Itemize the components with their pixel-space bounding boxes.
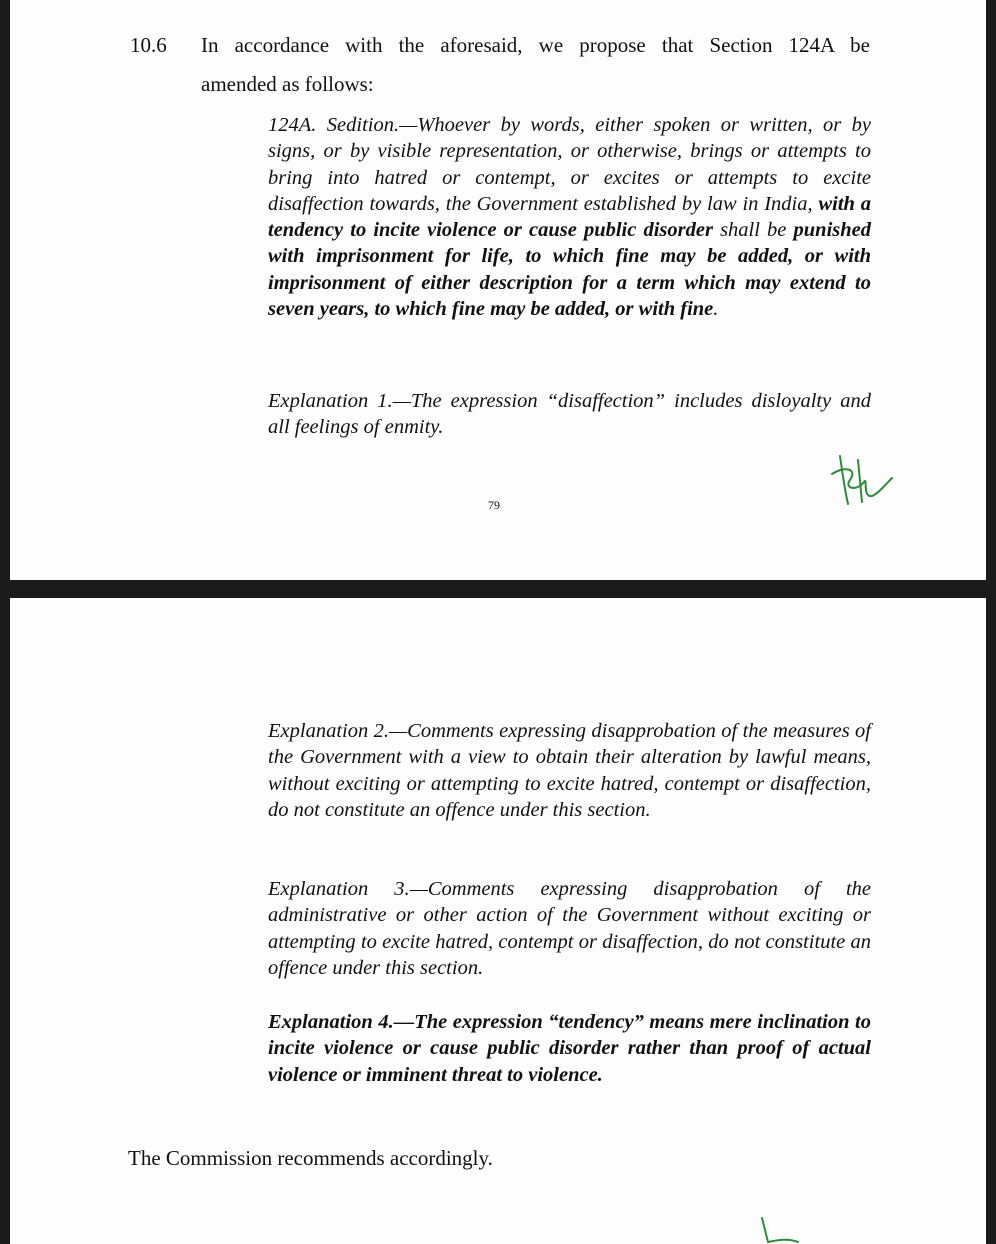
paragraph-number: 10.6: [130, 33, 167, 57]
explanation-3: Explanation 3.—Comments expressing disapprobation of the administrative or other action of the Government without exciting or attempting to excite hatred, contempt or disaffection, do not constitute an offence under this section.: [268, 878, 871, 979]
section-text-2: shall be: [712, 219, 794, 242]
signature-icon: [828, 452, 898, 510]
explanation-2: Explanation 2.—Comments expressing disapprobation of the measures of the Government with a view to obtain their alteration by lawful means, without exciting or attempting to excite hatred, contempt or disaffection, do not constitute an offence under this section.: [268, 720, 871, 821]
section-124a-text: [268, 112, 871, 322]
paragraph-text-line-2: amended as follows:: [201, 72, 374, 96]
page-number: 79: [488, 498, 500, 512]
signature-fragment-icon: [758, 1216, 802, 1244]
explanation-4: Explanation 4.—The expression “tendency” means mere inclination to incite violence or cause public disorder rather than proof of actual violence or imminent threat to violence.: [268, 1011, 871, 1086]
document-page-80: [10, 598, 986, 1244]
closing-recommendation: The Commission recommends accordingly.: [128, 1146, 493, 1170]
explanation-1: Explanation 1.—The expression “disaffection” includes disloyalty and all feelings of enmity.: [268, 390, 871, 439]
section-bold-tendency: with a tendency to incite violence or cause public disorder: [268, 192, 871, 242]
section-text-3: .: [713, 298, 719, 321]
paragraph-text-line-1: In accordance with the aforesaid, we propose that Section 124A be: [201, 33, 870, 57]
section-bold-punishment: punished with imprisonment for life, to which fine may be added, or with imprisonment of either description for a term which may extend to seven years, to which fine may be added, or with fine: [268, 219, 872, 321]
section-text-1: 124A. Sedition.—Whoever by words, either spoken or written, or by signs, or by visible representation, or otherwise, brings or attempts to bring into hatred or contempt, or excites or attempts to excite disaffection towards, the Government established by law in India,: [268, 114, 871, 215]
document-page-79: [10, 0, 986, 580]
